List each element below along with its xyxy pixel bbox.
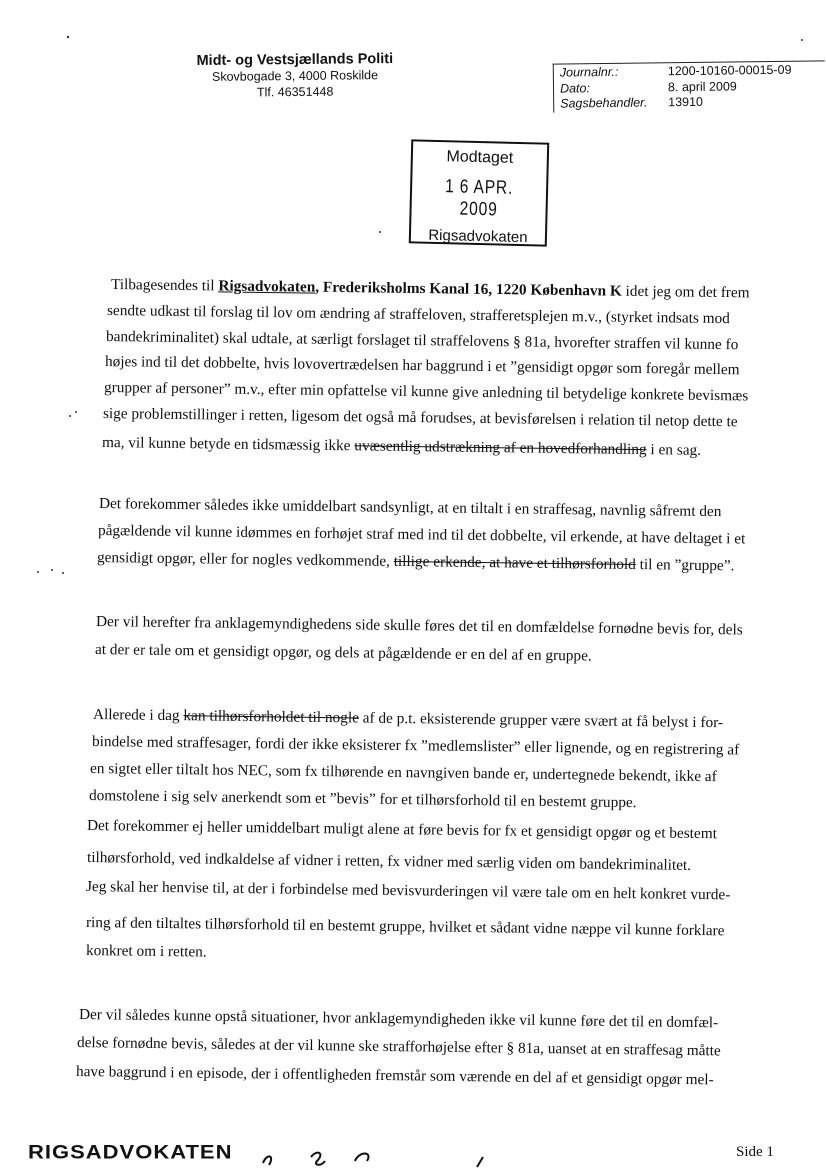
recipient-name: Rigsadvokaten — [218, 277, 316, 296]
recipient-address: , Frederiksholms Kanal 16, 1220 København K — [315, 278, 622, 300]
p1-line-5: grupper af personer” m.v., efter min opfattelse vil kunne give anledning til betydelige konkrete bevismæs — [103, 379, 749, 405]
p4-line-1c: af de p.t. eksisterende grupper være svært at få belyst i for- — [358, 709, 724, 732]
p2-line-3 — [97, 549, 735, 575]
p2-line-1: Det forekommer således ikke umiddelbart sandsynligt, at en tiltalt i en straffesag, navnlig såfremt den — [98, 495, 722, 521]
stamp-date: 1 6 APR. 2009 — [444, 176, 514, 221]
p1-line-7c: i en sag. — [646, 441, 702, 459]
p1-line-6: sige problemstillinger i retten, ligesom det også må forudses, at bevisførelsen i relation til netop dette te — [102, 405, 738, 431]
footer-stamp-mark: RIGSADVOKATEN — [28, 1140, 233, 1163]
p4-line-9: konkret om i retten. — [85, 942, 207, 961]
p1-line-1d: idet jeg om det frem — [621, 282, 750, 302]
sender-phone: Tlf. 46351448 — [256, 84, 334, 100]
p5-line-1: Der vil således kunne opstå situationer, hvor anklagemyndigheden ikke vil kunne føre det til en domfæl- — [78, 1006, 719, 1032]
p2-line-3a: gensidigt opgør, eller for nogles vedkommende, — [96, 549, 394, 570]
stamp-recipient: Rigsadvokaten — [428, 226, 528, 247]
handler-label: Sagsbehandler. — [560, 95, 648, 111]
handler-value: 13910 — [668, 94, 704, 110]
p4-line-5: Det forekommer ej heller umiddelbart muligt alene at føre bevis for fx et gensidigt opgør og et bestemt — [86, 817, 718, 843]
p2-line-3c: til en ”gruppe”. — [635, 556, 735, 575]
p4-line-6: tilhørsforhold, ved indkaldelse af vidner i retten, fx vidner med særlig viden om bandekriminalitet. — [86, 849, 692, 874]
p1-line-1 — [111, 276, 750, 302]
date-label: Dato: — [559, 80, 590, 96]
p4-line-1a: Allerede i dag — [92, 706, 184, 725]
struck-text-3: kan tilhørsforholdet til nogle — [183, 707, 360, 727]
p3-line-2: at der er tale om et gensidigt opgør, og dels at pågældende er en del af en gruppe. — [94, 641, 592, 665]
struck-text-2: tillige erkende, at have et tilhørsforhold — [393, 552, 636, 574]
date-value: 8. april 2009 — [667, 78, 737, 94]
p5-line-3: have baggrund i en episode, der i offentligheden fremstår som værende en del af et gensidigt opgør mel- — [75, 1063, 714, 1089]
sender-name: Midt- og Vestsjællands Politi — [196, 50, 394, 70]
handwritten-scribble — [255, 1143, 505, 1169]
p1-line-1a: Tilbagesendes til — [110, 276, 219, 295]
stamp-received-label: Modtaget — [446, 148, 514, 167]
p3-line-1: Der vil herefter fra anklagemyndighedens side skulle føres det til en domfældelse fornødne bevis for, dels — [95, 613, 743, 639]
sender-address: Skovbogade 3, 4000 Roskilde — [211, 68, 379, 84]
p1-line-2: sendte udkast til forslag til lov om ændring af straffeloven, strafferetsplejen m.v., (styrket indsats mod — [106, 302, 731, 328]
p1-line-3: bandekriminalitet) skal udtale, at særligt forslaget til straffelovens § 81a, hvorefter straffen vil kunne fo — [105, 328, 739, 354]
p1-line-4: højes ind til det dobbelte, hvis lovovertrædelsen har baggrund i et ”gensidigt opgør som foregår mellem — [104, 353, 740, 379]
p1-line-7 — [102, 434, 701, 460]
p4-line-4: domstolene i sig selv anerkendt som et ”bevis” for et tilhørsforhold til en bestemt gruppe. — [88, 787, 637, 812]
journal-label: Journalnr.: — [559, 64, 619, 80]
p4-line-7: Jeg skal her henvise til, at der i forbindelse med bevisvurderingen vil være tale om en helt konkret vurde- — [85, 878, 731, 904]
p4-line-1 — [93, 706, 723, 732]
p4-line-2: bindelse med straffesager, fordi der ikke eksisterer fx ”medlemslister” eller lignende, og en registrering af — [91, 733, 740, 759]
p4-line-8: ring af den tiltaltes tilhørsforhold til en bestemt gruppe, hvilket et sådant vidne næppe vil kunne forklare — [85, 914, 725, 940]
p1-line-7a: ma, vil kunne betyde en tidsmæssig ikke — [101, 434, 355, 455]
p5-line-2: delse fornødne bevis, således at der vil kunne ske strafforhøjelse efter § 81a, uanset at en straffesag måtte — [76, 1034, 721, 1060]
p2-line-2: pågældende vil kunne idømmes en forhøjet straf med ind til det dobbelte, vil erkende, at have deltaget i et — [97, 522, 746, 548]
struck-text-1: uvæsentlig udstrækning af en hovedforhandling — [354, 437, 647, 459]
page-number: Side 1 — [736, 1144, 774, 1160]
p4-line-3: en sigtet eller tiltalt hos NEC, som fx tilhørende en navngiven bande er, undertegnede bekendt, ikke af — [89, 760, 717, 786]
journal-value: 1200-10160-00015-09 — [667, 62, 792, 79]
